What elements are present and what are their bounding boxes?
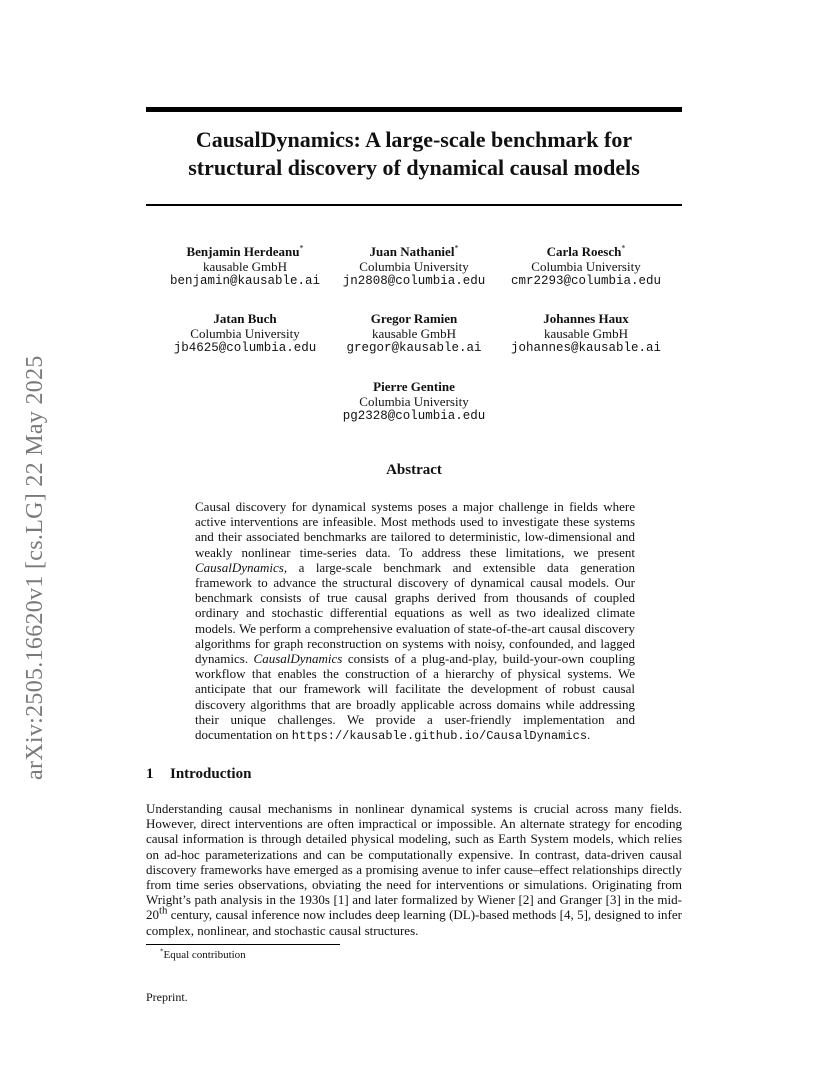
author-name: Carla Roesch*: [546, 243, 626, 259]
title-top-rule: [146, 107, 682, 112]
author-email[interactable]: benjamin@kausable.ai: [169, 274, 321, 288]
author-block: [314, 379, 514, 424]
title-line-1: CausalDynamics: A large-scale benchmark for: [195, 127, 633, 152]
author-block: [486, 244, 686, 289]
author-email[interactable]: gregor@kausable.ai: [346, 341, 482, 355]
author-name: Jatan Buch: [213, 311, 277, 326]
title-bottom-rule: [146, 204, 682, 206]
author-block: [314, 244, 514, 289]
abstract-heading: Abstract: [386, 462, 442, 478]
author-affiliation: Columbia University: [359, 394, 469, 409]
author-affiliation: kausable GmbH: [371, 326, 457, 341]
footnote: *Equal contribution: [160, 947, 246, 961]
author-block: [314, 311, 514, 356]
arxiv-identifier: arXiv:2505.16620v1 [cs.LG] 22 May 2025: [22, 355, 48, 780]
paper-title: [146, 126, 682, 182]
introduction-paragraph: Understanding causal mechanisms in nonlinear dynamical systems is crucial across many fields. However, direct interventions are often impractical or impossible. An alternate strategy for encoding causal information is through detailed physical modeling, such as Earth System models, which relies on ad-hoc parameterizations and can be computationally expensive. In contrast, data-driven causal discovery frameworks have emerged as a promising avenue to infer cause–effect relationships directly from time series observations, obviating the need for interventions or simulations. Originating from Wright’s path analysis in the 1930s [1] and later formalized by Wiener [2] and Granger [3] in the mid-20th century, causal inference now includes deep learning (DL)-based methods [4, 5], designed to infer complex, nonlinear, and stochastic causal structures.: [146, 801, 682, 938]
author-name: Juan Nathaniel*: [369, 243, 459, 259]
title-line-2: structural discovery of dynamical causal models: [188, 155, 640, 180]
section-number: 1: [146, 766, 154, 782]
author-affiliation: kausable GmbH: [202, 259, 288, 274]
documentation-link[interactable]: https://kausable.github.io/CausalDynamics: [291, 729, 588, 744]
footnote-rule: [146, 944, 340, 945]
abstract-text: Causal discovery for dynamical systems poses a major challenge in fields where active interventions are infeasible. Most methods used to investigate these systems and their associated benchmarks are tailored to deterministic, low-dimensional and weakly nonlinear time-series data. To address these limitations, we present CausalDynamics, a large-scale benchmark and extensible data generation framework to advance the structural discovery of dynamical causal models. Our benchmark consists of true causal graphs derived from thousands of coupled ordinary and stochastic differential equations as well as two idealized climate models. We perform a comprehensive evaluation of state-of-the-art causal discovery algorithms for graph reconstruction on systems with noisy, confounded, and lagged dynamics. CausalDynamics consists of a plug-and-play, build-your-own coupling workflow that enables the construction of a hierarchy of physical systems. We anticipate that our framework will facilitate the development of robust causal discovery algorithms that are broadly applicable across domains while addressing their unique challenges. We provide a user-friendly implementation and documentation on https://kausable.github.io/CausalDynamics.: [195, 499, 635, 744]
author-block: [486, 311, 686, 356]
author-email[interactable]: pg2328@columbia.edu: [342, 409, 486, 423]
author-name: Pierre Gentine: [373, 379, 455, 394]
author-name: Johannes Haux: [543, 311, 629, 326]
section-heading-introduction: [146, 766, 251, 783]
author-email[interactable]: johannes@kausable.ai: [510, 341, 662, 355]
section-title: Introduction: [170, 766, 252, 782]
author-email[interactable]: jb4625@columbia.edu: [173, 341, 317, 355]
author-affiliation: kausable GmbH: [543, 326, 629, 341]
author-affiliation: Columbia University: [359, 259, 469, 274]
author-email[interactable]: cmr2293@columbia.edu: [510, 274, 662, 288]
author-affiliation: Columbia University: [531, 259, 641, 274]
author-affiliation: Columbia University: [190, 326, 300, 341]
author-name: Benjamin Herdeanu*: [186, 243, 304, 259]
author-email[interactable]: jn2808@columbia.edu: [342, 274, 486, 288]
preprint-label: Preprint.: [146, 990, 188, 1004]
author-name: Gregor Ramien: [370, 311, 458, 326]
